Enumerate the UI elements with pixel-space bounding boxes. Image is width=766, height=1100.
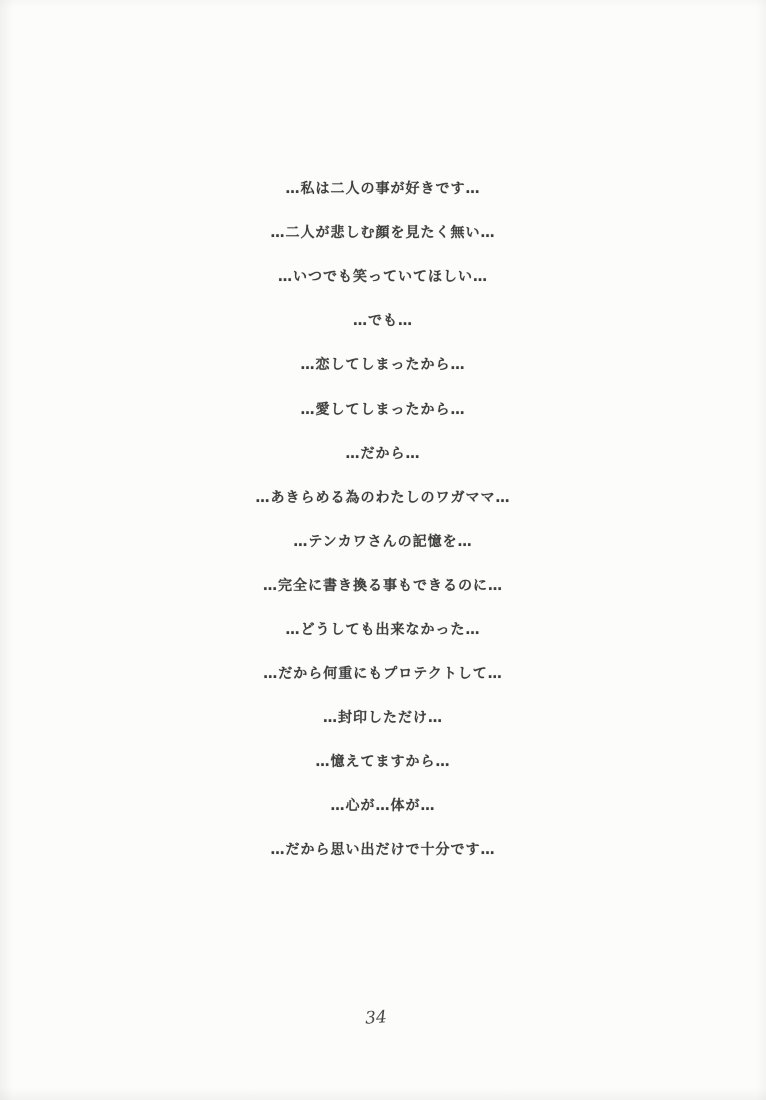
monologue-line: …愛してしまったから… <box>300 401 466 418</box>
monologue-line: …完全に書き換る事もできるのに… <box>263 577 503 594</box>
monologue-line: …あきらめる為のわたしのワガママ… <box>255 489 511 506</box>
monologue-line: …心が…体が… <box>330 798 436 815</box>
monologue-line: …テンカワさんの記憶を… <box>293 533 473 550</box>
monologue-line: …私は二人の事が好きです… <box>285 181 481 198</box>
monologue-line: …封印しただけ… <box>323 710 443 727</box>
monologue-line: …恋してしまったから… <box>300 357 466 374</box>
page-number: 34 <box>364 1007 388 1029</box>
monologue-line: …どうしても出来なかった… <box>285 621 481 638</box>
monologue-line: …でも… <box>353 313 413 330</box>
monologue-text-block <box>0 166 766 872</box>
monologue-line: …いつでも笑っていてほしい… <box>278 269 488 286</box>
monologue-line: …憶えてますから… <box>315 754 451 771</box>
monologue-line: …だから思い出だけで十分です… <box>270 842 496 859</box>
monologue-line: …だから何重にもプロテクトして… <box>263 666 503 683</box>
monologue-line: …だから… <box>345 445 421 462</box>
monologue-line: …二人が悲しむ顔を見たく無い… <box>270 225 496 242</box>
